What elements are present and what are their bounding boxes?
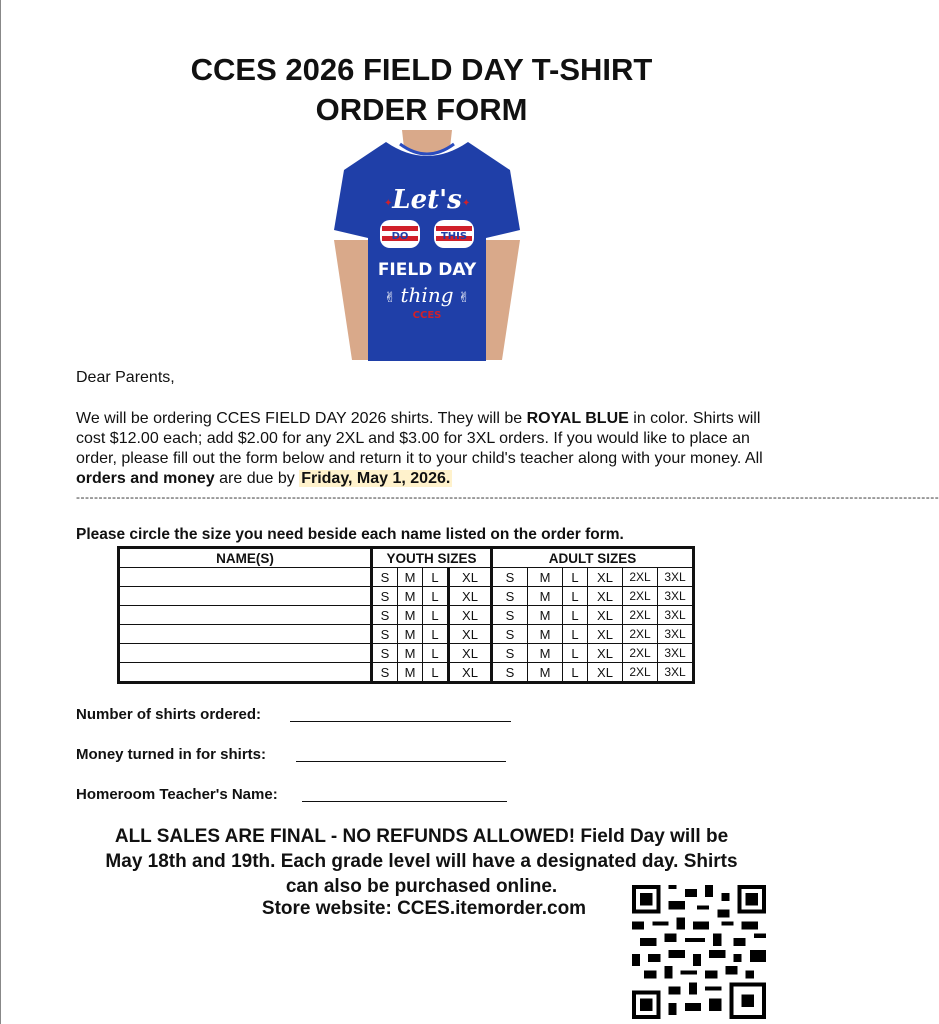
title-line-1: CCES 2026 FIELD DAY T-SHIRT — [190, 52, 653, 87]
letter-orders-bold: orders and money — [76, 470, 215, 487]
divider: ------------------------------------------------------------------------------------------------------------------------------------------------------------------------------------------------ — [76, 490, 939, 504]
adult-size-3xl[interactable]: 3XL — [658, 606, 694, 625]
adult-size-3xl[interactable]: 3XL — [658, 568, 694, 587]
shirt-text-field-day: FIELD DAY — [377, 260, 477, 280]
adult-size-2xl[interactable]: 2XL — [623, 606, 658, 625]
shirt-text-this: THIS — [440, 231, 468, 242]
adult-size-s[interactable]: S — [492, 587, 528, 606]
adult-size-2xl[interactable]: 2XL — [623, 644, 658, 663]
letter-text-2: in color. Shirts will cost $12.00 each; add $2.00 for any 2XL and $3.00 for 3XL orders. If you would like to place an order, please fill out the form below and return it to your child's teacher along with your money. All — [76, 410, 763, 467]
name-cell[interactable] — [119, 663, 372, 683]
final-line-1: ALL SALES ARE FINAL - NO REFUNDS ALLOWED! Field Day will be — [114, 826, 729, 847]
adult-size-s[interactable]: S — [492, 606, 528, 625]
greeting: Dear Parents, — [76, 369, 175, 386]
letter-paragraph — [76, 409, 776, 489]
adult-size-l[interactable]: L — [563, 568, 588, 587]
adult-size-m[interactable]: M — [528, 625, 563, 644]
name-cell[interactable] — [119, 568, 372, 587]
youth-size-m[interactable]: M — [398, 663, 423, 683]
title-line-2: ORDER FORM — [315, 92, 528, 127]
svg-text:✌: ✌ — [384, 289, 396, 305]
youth-size-xl[interactable]: XL — [449, 663, 492, 683]
adult-size-3xl[interactable]: 3XL — [658, 644, 694, 663]
table-row — [119, 568, 694, 587]
adult-size-m[interactable]: M — [528, 606, 563, 625]
qr-code-icon[interactable] — [632, 885, 766, 1019]
youth-size-m[interactable]: M — [398, 568, 423, 587]
adult-size-2xl[interactable]: 2XL — [623, 625, 658, 644]
final-line-2: May 18th and 19th. Each grade level will have a designated day. Shirts — [105, 851, 738, 872]
letter-color-bold: ROYAL BLUE — [526, 410, 629, 427]
letter-text-3: are due by — [214, 470, 300, 487]
youth-sizes-header: YOUTH SIZES — [372, 548, 492, 568]
tshirt-image — [334, 130, 520, 361]
adult-size-xl[interactable]: XL — [588, 606, 623, 625]
table-row — [119, 606, 694, 625]
adult-size-xl[interactable]: XL — [588, 663, 623, 683]
youth-size-l[interactable]: L — [423, 606, 449, 625]
adult-sizes-header: ADULT SIZES — [492, 548, 694, 568]
order-table — [117, 546, 695, 684]
adult-size-xl[interactable]: XL — [588, 568, 623, 587]
adult-size-m[interactable]: M — [528, 663, 563, 683]
shirt-text-lets: Let's — [392, 185, 462, 215]
adult-size-m[interactable]: M — [528, 568, 563, 587]
youth-size-l[interactable]: L — [423, 644, 449, 663]
svg-text:✌: ✌ — [458, 289, 470, 305]
adult-size-l[interactable]: L — [563, 606, 588, 625]
name-header: NAME(S) — [119, 548, 372, 568]
adult-size-xl[interactable]: XL — [588, 625, 623, 644]
shirt-text-cces: CCES — [412, 310, 442, 321]
name-cell[interactable] — [119, 587, 372, 606]
youth-size-s[interactable]: S — [372, 625, 398, 644]
adult-size-l[interactable]: L — [563, 625, 588, 644]
youth-size-s[interactable]: S — [372, 606, 398, 625]
teacher-label: Homeroom Teacher's Name: — [76, 786, 278, 803]
youth-size-m[interactable]: M — [398, 644, 423, 663]
adult-size-2xl[interactable]: 2XL — [623, 663, 658, 683]
youth-size-s[interactable]: S — [372, 568, 398, 587]
shirt-text-thing: thing — [400, 283, 454, 307]
youth-size-m[interactable]: M — [398, 606, 423, 625]
svg-text:✦: ✦ — [462, 198, 471, 209]
adult-size-l[interactable]: L — [563, 587, 588, 606]
adult-size-2xl[interactable]: 2XL — [623, 587, 658, 606]
youth-size-l[interactable]: L — [423, 625, 449, 644]
name-cell[interactable] — [119, 606, 372, 625]
adult-size-m[interactable]: M — [528, 644, 563, 663]
adult-size-l[interactable]: L — [563, 663, 588, 683]
adult-size-xl[interactable]: XL — [588, 587, 623, 606]
youth-size-xl[interactable]: XL — [449, 606, 492, 625]
store-website: Store website: CCES.itemorder.com — [261, 898, 587, 919]
shirts-ordered-label: Number of shirts ordered: — [76, 706, 262, 723]
due-date: Friday, May 1, 2026. — [301, 470, 451, 487]
youth-size-l[interactable]: L — [423, 663, 449, 683]
adult-size-m[interactable]: M — [528, 587, 563, 606]
table-row — [119, 587, 694, 606]
adult-size-3xl[interactable]: 3XL — [658, 625, 694, 644]
youth-size-m[interactable]: M — [398, 587, 423, 606]
adult-size-3xl[interactable]: 3XL — [658, 587, 694, 606]
youth-size-xl[interactable]: XL — [449, 644, 492, 663]
adult-size-3xl[interactable]: 3XL — [658, 663, 694, 683]
table-row — [119, 625, 694, 644]
letter-text-1: We will be ordering CCES FIELD DAY 2026 shirts. They will be — [76, 410, 527, 427]
money-field[interactable] — [296, 761, 506, 762]
table-row — [119, 644, 694, 663]
adult-size-s[interactable]: S — [492, 644, 528, 663]
instructions: Please circle the size you need beside each name listed on the order form. — [76, 526, 624, 543]
adult-size-s[interactable]: S — [492, 625, 528, 644]
adult-size-s[interactable]: S — [492, 568, 528, 587]
adult-size-2xl[interactable]: 2XL — [623, 568, 658, 587]
money-label: Money turned in for shirts: — [76, 746, 267, 763]
youth-size-xl[interactable]: XL — [449, 587, 492, 606]
table-row — [119, 663, 694, 683]
youth-size-s[interactable]: S — [372, 663, 398, 683]
youth-size-l[interactable]: L — [423, 568, 449, 587]
youth-size-l[interactable]: L — [423, 587, 449, 606]
shirts-ordered-field[interactable] — [290, 721, 511, 722]
svg-text:✦: ✦ — [384, 198, 393, 209]
page-title — [0, 50, 843, 130]
youth-size-m[interactable]: M — [398, 625, 423, 644]
name-cell[interactable] — [119, 625, 372, 644]
youth-size-xl[interactable]: XL — [449, 568, 492, 587]
youth-size-xl[interactable]: XL — [449, 625, 492, 644]
name-cell[interactable] — [119, 644, 372, 663]
final-line-3: can also be purchased online. — [285, 876, 558, 897]
adult-size-s[interactable]: S — [492, 663, 528, 683]
teacher-field[interactable] — [302, 801, 507, 802]
shirt-text-do: DO — [391, 231, 409, 242]
youth-size-s[interactable]: S — [372, 587, 398, 606]
adult-size-l[interactable]: L — [563, 644, 588, 663]
adult-size-xl[interactable]: XL — [588, 644, 623, 663]
youth-size-s[interactable]: S — [372, 644, 398, 663]
